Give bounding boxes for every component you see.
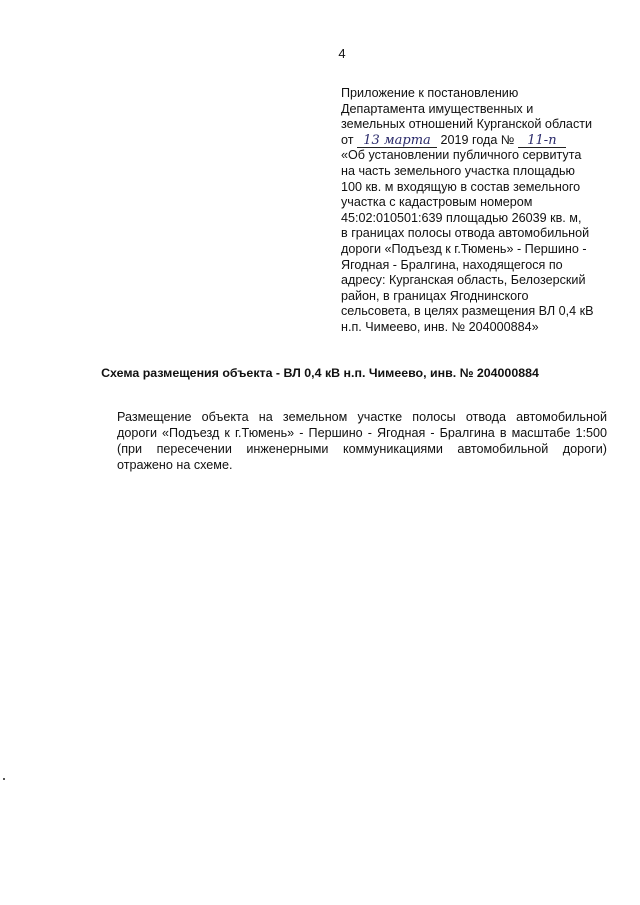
body-first-line (117, 410, 607, 426)
appendix-line-8: участка с кадастровым номером (341, 195, 533, 210)
body-first-line-text: Размещение объекта на земельном участке полосы отвода автомобильной (117, 410, 607, 424)
appendix-line-6: на часть земельного участка площадью (341, 163, 575, 178)
appendix-line-11: дороги «Подъезд к г.Тюмень» - Першино - (341, 241, 587, 256)
appendix-line-2: Департамента имущественных и (341, 101, 534, 116)
handwritten-number: 11-п (518, 135, 566, 148)
appendix-line-5: «Об установлении публичного сервитута (341, 148, 582, 163)
scan-mark (3, 778, 5, 780)
appendix-line-15: сельсовета, в целях размещения ВЛ 0,4 кВ (341, 304, 594, 319)
appendix-line-14: район, в границах Ягоднинского (341, 288, 529, 303)
scheme-heading: Схема размещения объекта - ВЛ 0,4 кВ н.п. Чимеево, инв. № 204000884 (101, 366, 539, 380)
appendix-line-12: Ягодная - Бралгина, находящегося по (341, 257, 563, 272)
appendix-line-3: земельных отношений Курганской области (341, 117, 593, 132)
page-number: 4 (338, 46, 346, 61)
year-text: 2019 года № (440, 132, 515, 147)
ot-prefix: от (341, 132, 354, 147)
appendix-date-line (341, 133, 609, 149)
appendix-line-9: 45:02:010501:639 площадью 26039 кв. м, (341, 210, 582, 225)
appendix-line-10: в границах полосы отвода автомобильной (341, 226, 590, 241)
appendix-line-7: 100 кв. м входящую в состав земельного (341, 179, 581, 194)
body-paragraph: дороги «Подъезд к г.Тюмень» - Першино - Ягодная - Бралгина в масштабе 1:500 (при пересечении инженерными коммуникациями автомобильной дороги) отражено на схеме. (117, 426, 607, 472)
appendix-line-13: адресу: Курганская область, Белозерский (341, 273, 586, 288)
appendix-line-16: н.п. Чимеево, инв. № 204000884» (341, 319, 539, 334)
appendix-block (341, 86, 609, 336)
handwritten-date: 13 марта (357, 135, 437, 148)
appendix-line-1: Приложение к постановлению (341, 86, 519, 100)
